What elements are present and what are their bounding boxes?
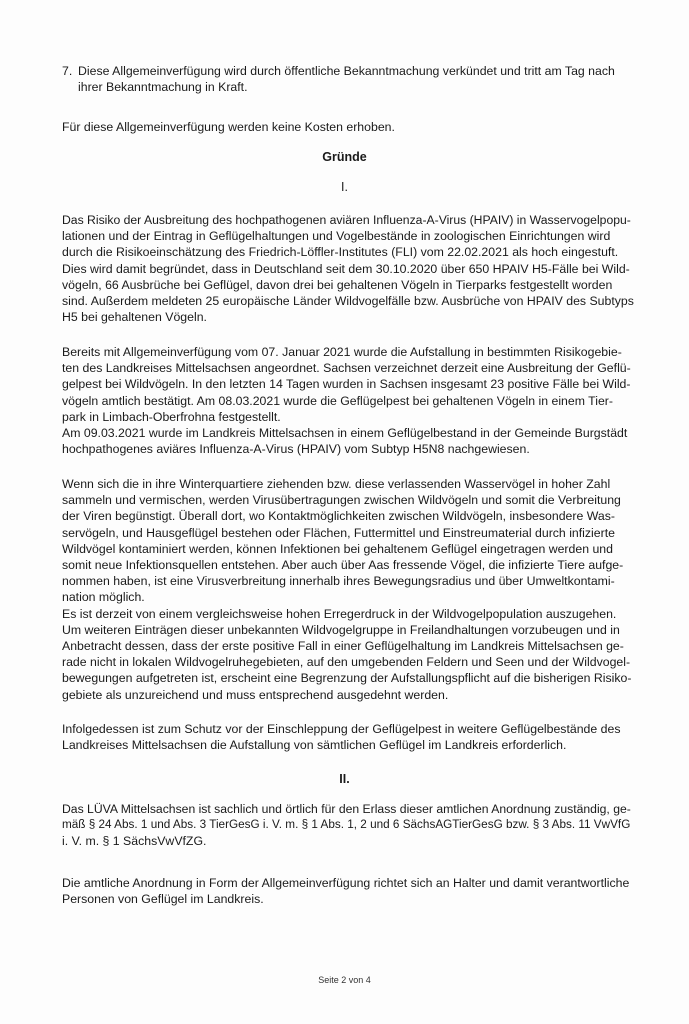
paragraph-line: Landkreises Mittelsachsen die Aufstallung von sämtlichen Geflügel im Landkreis erforderlich. bbox=[62, 738, 567, 753]
paragraph-jurisdiction bbox=[62, 801, 634, 850]
paragraph-line: vögeln amtlich bestätigt. Am 08.03.2021 wurde die Geflügelpest bei gehaltenen Vögeln in einem Tier- bbox=[62, 393, 613, 408]
paragraph-line: bewegungen aufgetreten ist, erscheint eine Begrenzung der Aufstallungspflicht auf die bisherigen Risiko- bbox=[62, 671, 632, 686]
paragraph-line: Das Risiko der Ausbreitung des hochpathogenen aviären Influenza-A-Virus (HPAIV) in Wasservogelpopu- bbox=[62, 213, 631, 227]
paragraph-line: Dies wird damit begründet, dass in Deutschland seit dem 30.10.2020 über 650 HPAIV H5-Fälle bei Wild- bbox=[62, 261, 630, 276]
paragraph-line: Es ist derzeit von einem vergleichsweise hohen Erregerdruck in der Wildvogelpopulation auszugehen. bbox=[62, 606, 617, 621]
paragraph-line: Um weiteren Einträgen dieser unbekannten Wildvogelgruppe in Freilandhaltungen vorzubeugen und in bbox=[62, 622, 620, 637]
paragraph-risk bbox=[62, 212, 634, 325]
section-number-1: I. bbox=[341, 180, 348, 194]
paragraph-line: rade nicht in lokalen Wildvogelruhegebieten, auf den umgebenden Feldern und Seen und der Wildvogel- bbox=[62, 655, 631, 670]
paragraph-line: H5 bei gehaltenen Vögeln. bbox=[62, 310, 207, 325]
paragraph-line: Bereits mit Allgemeinverfügung vom 07. Januar 2021 wurde die Aufstallung in bestimmten Risikogebie- bbox=[62, 345, 622, 359]
item-7 bbox=[62, 63, 634, 95]
paragraph-line: servögeln, und Hausgeflügel bestehen oder Flächen, Futtermittel und Einstreumaterial durch infizierte bbox=[62, 525, 615, 540]
paragraph-line: ten des Landkreises Mittelsachsen angeordnet. Sachsen verzeichnet derzeit eine Ausbreitung der Geflü- bbox=[62, 361, 631, 376]
paragraph-line: Das LÜVA Mittelsachsen ist sachlich und örtlich für den Erlass dieser amtlichen Anordnung zuständig, ge- bbox=[62, 802, 631, 816]
paragraph-line: Infolgedessen ist zum Schutz vor der Einschleppung der Geflügelpest in weitere Geflügelbestände des bbox=[62, 722, 621, 736]
paragraph-line: Wenn sich die in ihre Winterquartiere ziehenden bzw. diese verlassenden Wasservögel in hoher Zahl bbox=[62, 477, 611, 491]
paragraph-line: mäß § 24 Abs. 1 und Abs. 3 TierGesG i. V. m. § 1 Abs. 1, 2 und 6 SächsAGTierGesG bzw. § 3 Abs. 11 VwVfG bbox=[62, 818, 631, 832]
paragraph-line: gelpest bei Wildvögeln. In den letzten 14 Tagen wurden in Sachsen insgesamt 23 positive Fälle bei Wild- bbox=[62, 377, 631, 392]
paragraph-line: vögeln, 66 Ausbrüche bei Geflügel, davon drei bei gehaltenen Vögeln in Tierparks festgestellt worden bbox=[62, 277, 613, 292]
paragraph-line: sammeln und vermischen, werden Virusübertragungen zwischen Wildvögeln und somit die Verbreitung bbox=[62, 493, 621, 508]
paragraph-waterfowl bbox=[62, 476, 634, 703]
paragraph-line: i. V. m. § 1 SächsVwVfZG. bbox=[62, 834, 207, 849]
paragraph-line: park in Limbach-Oberfrohna festgestellt. bbox=[62, 409, 281, 424]
paragraph-line: nommen haben, ist eine Virusverbreitung innerhalb ihres Bewegungsradius und über Umweltkontami- bbox=[62, 574, 615, 589]
paragraph-line: lationen und der Eintrag in Geflügelhaltungen und Vogelbestände in zoologischen Einrichtungen wird bbox=[62, 229, 611, 244]
paragraph-line: Am 09.03.2021 wurde im Landkreis Mittelsachsen in einem Geflügelbestand in der Gemeinde Burgstädt bbox=[62, 426, 628, 441]
paragraph-line: gebiete als unzureichend und muss entsprechend ausgedehnt werden. bbox=[62, 687, 449, 702]
paragraph-line: der Viren begünstigt. Überall dort, wo Kontaktmöglichkeiten zwischen Wildvögeln, insbesondere Was- bbox=[62, 509, 615, 524]
paragraph-line: Die amtliche Anordnung in Form der Allgemeinverfügung richtet sich an Halter und damit verantwortliche bbox=[62, 876, 630, 890]
paragraph-line: Wildvögel kontaminiert werden, können Infektionen bei gehaltenem Geflügel eingetragen werden und bbox=[62, 541, 613, 556]
paragraph-addressees bbox=[62, 875, 634, 907]
paragraph-line: durch die Risikoeinschätzung des Friedrich-Löffler-Institutes (FLI) vom 22.02.2021 als hoch eingestuft. bbox=[62, 245, 619, 260]
paragraph-conclusion bbox=[62, 721, 634, 753]
section-number-2: II. bbox=[339, 772, 350, 786]
item-7-line: Diese Allgemeinverfügung wird durch öffentliche Bekanntmachung verkündet und tritt am Tag nach bbox=[78, 64, 615, 78]
paragraph-line: sind. Außerdem meldeten 25 europäische Länder Wildvogelfälle bzw. Ausbrüche von HPAIV des Subtyps bbox=[62, 294, 634, 309]
paragraph-line: Personen von Geflügel im Landkreis. bbox=[62, 892, 264, 907]
paragraph-line: Anbetracht dessen, dass der erste positive Fall in einer Geflügelhaltung im Landkreis Mittelsachsen ge- bbox=[62, 639, 624, 654]
item-7-line: ihrer Bekanntmachung in Kraft. bbox=[78, 80, 248, 95]
section-heading-gruende: Gründe bbox=[322, 150, 367, 164]
paragraph-line: somit neue Infektionsquellen entstehen. Aber auch über Aas fressende Vögel, die infizierte Tiere aufge- bbox=[62, 558, 624, 573]
costs-statement: Für diese Allgemeinverfügung werden keine Kosten erhoben. bbox=[62, 120, 395, 134]
page-number-footer: Seite 2 von 4 bbox=[318, 975, 371, 985]
paragraph-previous-order bbox=[62, 344, 634, 457]
item-7-number: 7. bbox=[62, 64, 73, 78]
paragraph-line: nation möglich. bbox=[62, 590, 145, 605]
paragraph-line: hochpathogenes aviäres Influenza-A-Virus (HPAIV) vom Subtyp H5N8 nachgewiesen. bbox=[62, 442, 530, 457]
